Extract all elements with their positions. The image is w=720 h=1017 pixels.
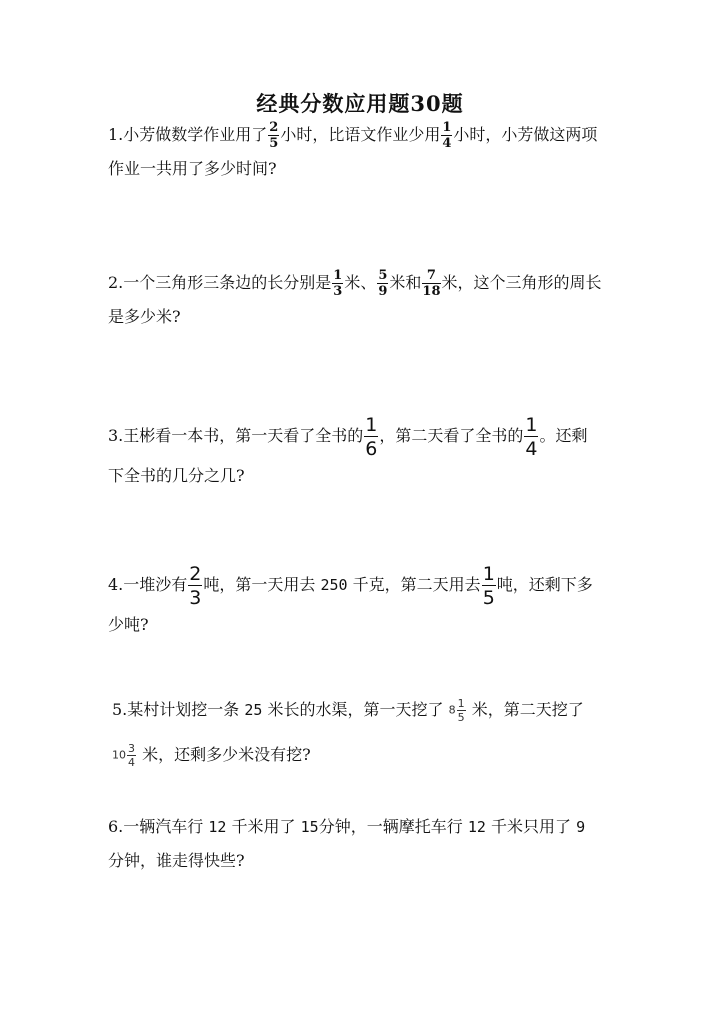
question-number: 2.	[108, 273, 124, 292]
question-text: 分钟，一辆摩托车行	[318, 817, 463, 836]
question-value: 9	[576, 818, 586, 836]
mixed-number: 8 $\frac{1}{5}$	[448, 697, 465, 725]
question-text: 下全书的几分之几?	[108, 466, 245, 485]
question-text: 分钟，谁走得快些?	[108, 851, 245, 870]
question-text: 米，还剩多少米没有挖?	[142, 744, 311, 764]
question-text: 吨，第一天用去	[203, 575, 316, 594]
question-text: 吨，还剩下多	[496, 575, 593, 594]
question-text: ，第二天看了全书的	[379, 426, 524, 445]
question-value: 15	[300, 818, 319, 836]
question-text: 米长的水渠，第一天挖了	[267, 700, 444, 719]
fraction: $\frac{1}{4}$	[442, 120, 452, 151]
question-3	[108, 416, 638, 493]
question-6	[108, 810, 638, 878]
fraction: $\frac{1}{3}$	[333, 268, 343, 299]
page-title: 经典分数应用题30题	[256, 91, 464, 116]
fraction: $\frac{2}{3}$	[189, 563, 202, 609]
question-text: 小时，比语文作业少用	[280, 125, 441, 144]
question-number: 1.	[108, 125, 124, 144]
question-text: 米和	[389, 273, 422, 292]
fraction: $\frac{1}{6}$	[365, 414, 378, 460]
question-number: 4.	[108, 575, 124, 594]
question-text: 是多少米?	[108, 307, 181, 326]
fraction: $\frac{5}{9}$	[378, 268, 388, 299]
question-number: 5.	[112, 700, 128, 719]
question-number: 6.	[108, 817, 124, 836]
question-value: 250	[320, 576, 348, 594]
question-text: 。还剩	[539, 426, 588, 445]
question-2	[108, 266, 638, 334]
question-text: 米、	[344, 273, 377, 292]
question-text: 小时，小芳做这两项	[453, 125, 598, 144]
fraction: $\frac{1}{4}$	[525, 414, 538, 460]
question-text: 千米只用了	[490, 817, 571, 836]
question-text: 一辆汽车行	[123, 817, 204, 836]
question-text: 作业一共用了多少时间?	[108, 159, 277, 178]
fraction: $\frac{1}{5}$	[482, 563, 495, 609]
question-value: 12	[208, 818, 227, 836]
question-text: 王彬看一本书，第一天看了全书的	[123, 426, 364, 445]
question-text: 千米用了	[231, 817, 296, 836]
question-1	[108, 118, 638, 186]
question-text: 千克，第二天用去	[352, 575, 481, 594]
question-5	[112, 688, 642, 778]
question-value: 12	[467, 818, 486, 836]
fraction: $\frac{7}{18}$	[422, 268, 441, 299]
question-text: 米，这个三角形的周长	[441, 273, 602, 292]
question-text: 少吨?	[108, 615, 149, 634]
question-text: 某村计划挖一条	[127, 700, 240, 719]
question-4	[108, 565, 638, 642]
question-number: 3.	[108, 426, 124, 445]
fraction: $\frac{2}{5}$	[269, 120, 279, 151]
question-text: 一堆沙有	[123, 575, 188, 594]
question-value: 25	[244, 701, 263, 719]
question-text: 一个三角形三条边的长分别是	[123, 273, 332, 292]
mixed-number: 10 $\frac{3}{4}$	[112, 742, 135, 769]
question-text: 小芳做数学作业用了	[123, 125, 268, 144]
question-text: 米，第二天挖了	[471, 700, 584, 719]
